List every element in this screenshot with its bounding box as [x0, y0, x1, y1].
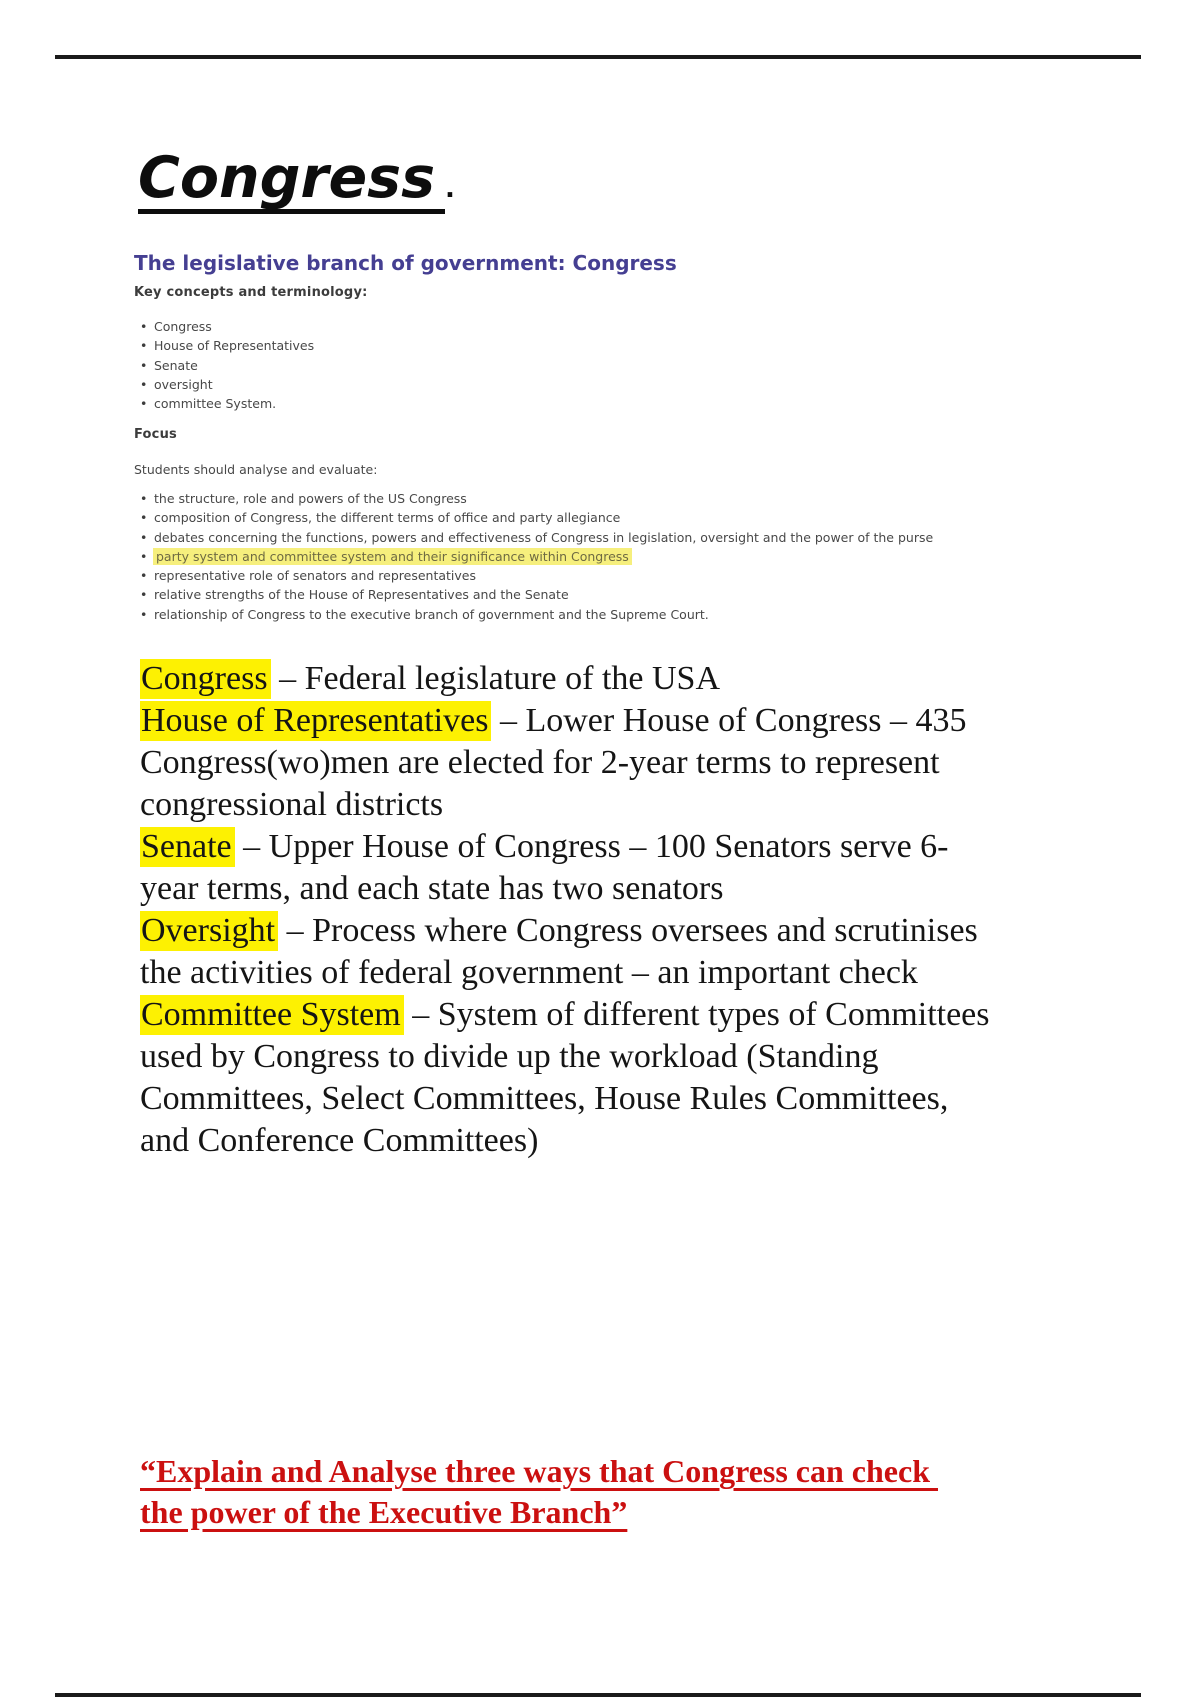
definition-text: Congress(wo)men are elected for 2-year terms to represent: [140, 744, 940, 781]
definition-line: [140, 700, 1150, 742]
list-item: • Senate: [138, 356, 314, 375]
question-line: [140, 1451, 938, 1492]
definition-line: [140, 1120, 1150, 1162]
definition-line: [140, 868, 1150, 910]
definition-line: [140, 994, 1150, 1036]
bottom-rule: [55, 1693, 1141, 1697]
definition-text: the activities of federal government – an important check: [140, 954, 918, 991]
definition-line: [140, 910, 1150, 952]
definition-line: [140, 952, 1150, 994]
list-item: • Congress: [138, 317, 314, 336]
definition-term: Committee System: [140, 995, 404, 1035]
list-item-text: relative strengths of the House of Representatives and the Senate: [154, 587, 569, 603]
definition-line: [140, 784, 1150, 826]
list-item: • oversight: [138, 375, 314, 394]
definition-line: [140, 1036, 1150, 1078]
list-item: [138, 585, 933, 604]
definition-text: – Federal legislature of the USA: [270, 660, 720, 697]
focus-heading: Focus: [134, 427, 177, 442]
definition-text: – Lower House of Congress – 435: [491, 702, 967, 739]
section-subtitle: The legislative branch of government: Congress: [134, 251, 677, 275]
definition-text: – Upper House of Congress – 100 Senators serve 6-: [234, 828, 949, 865]
definitions-block: [140, 658, 1150, 1162]
question-line-text: the power of the Executive Branch”: [140, 1494, 628, 1530]
list-item: [138, 508, 933, 527]
key-concepts-heading: Key concepts and terminology:: [134, 285, 368, 300]
definition-text: Committees, Select Committees, House Rules Committees,: [140, 1080, 949, 1117]
focus-list: [138, 489, 933, 624]
key-concepts-list: [138, 317, 314, 413]
definition-text: and Conference Committees): [140, 1122, 539, 1159]
list-item: • committee System.: [138, 394, 314, 413]
definition-term: House of Representatives: [140, 701, 491, 741]
question-line: [140, 1492, 938, 1533]
definition-term: Senate: [140, 827, 235, 867]
definition-line: [140, 658, 1150, 700]
definition-line: [140, 826, 1150, 868]
list-item-text: representative role of senators and representatives: [154, 568, 476, 584]
list-item: [138, 566, 933, 585]
definition-text: used by Congress to divide up the workload (Standing: [140, 1038, 879, 1075]
definition-line: [140, 742, 1150, 784]
list-item-text: debates concerning the functions, powers and effectiveness of Congress in legislation, oversight and the power of the purse: [154, 529, 934, 545]
definition-text: – Process where Congress oversees and scrutinises: [278, 912, 978, 949]
document-title: [138, 145, 455, 219]
question-line-text: “Explain and Analyse three ways that Congress can check: [140, 1453, 938, 1489]
definition-text: congressional districts: [140, 786, 444, 823]
list-item: [138, 489, 933, 508]
list-item-text: relationship of Congress to the executive branch of government and the Supreme Court.: [154, 606, 709, 622]
list-item: • House of Representatives: [138, 336, 314, 355]
list-item-text: the structure, role and powers of the US Congress: [154, 491, 467, 506]
list-item: [138, 605, 933, 624]
focus-intro: Students should analyse and evaluate:: [134, 462, 378, 477]
essay-question: [140, 1451, 938, 1533]
list-item: [138, 547, 933, 566]
definition-text: – System of different types of Committees: [403, 996, 990, 1033]
document-title-text: Congress: [138, 148, 445, 214]
list-item: [138, 528, 933, 547]
definition-line: [140, 1078, 1150, 1120]
list-item-text: composition of Congress, the different terms of office and party allegiance: [154, 510, 621, 526]
list-item-text: party system and committee system and their significance within Congress: [153, 548, 632, 565]
definition-text: year terms, and each state has two senators: [140, 870, 724, 907]
definition-term: Oversight: [140, 911, 278, 951]
definition-term: Congress: [140, 659, 271, 699]
top-rule: [55, 55, 1141, 59]
document-title-period: .: [445, 174, 455, 204]
